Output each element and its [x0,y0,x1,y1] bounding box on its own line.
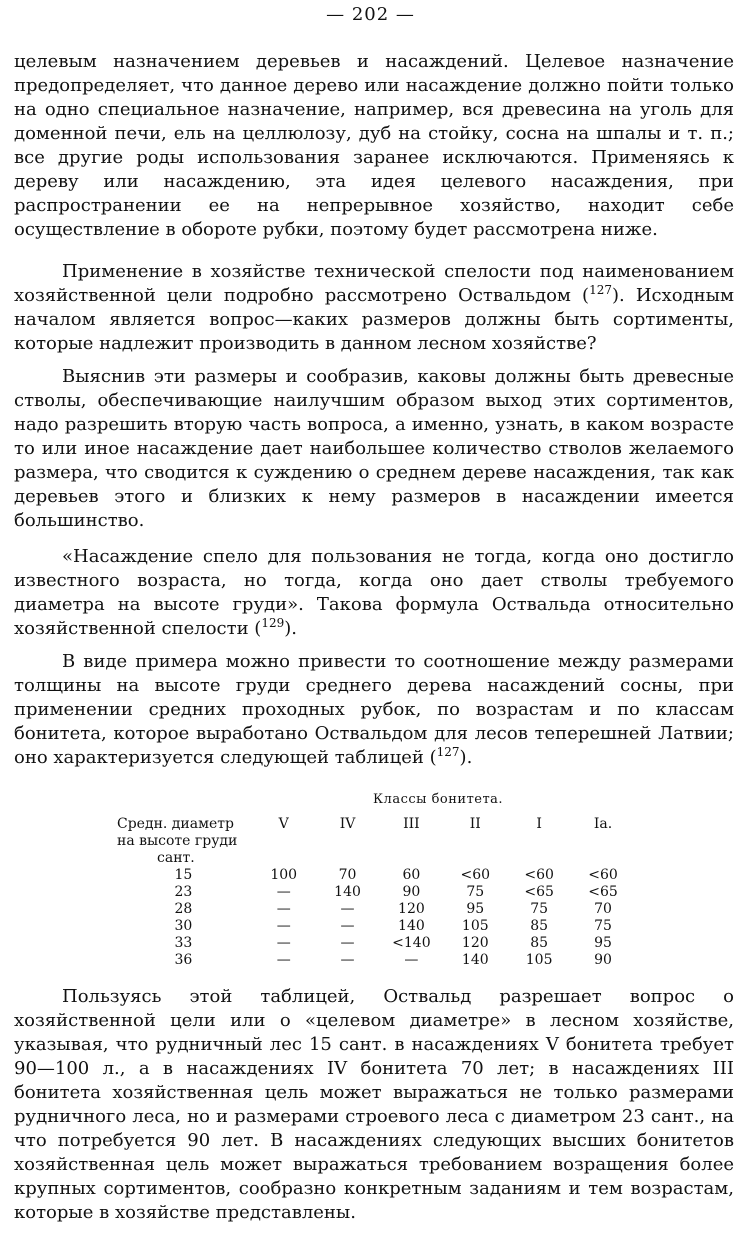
table-cell: 95 [466,901,485,917]
page-number: — 202 — [326,4,415,25]
table-cell: 140 [334,884,361,900]
column-header: II [469,816,481,832]
empty-cell [252,833,635,850]
row-label-line-1: Средн. диаметр [117,816,234,832]
table-cell: — [340,918,355,934]
table-cell: 85 [530,935,549,951]
table-caption: Классы бонитета. [373,792,504,807]
column-header: III [403,816,420,832]
table-cell: <65 [588,884,618,900]
paragraph-4-text: «Насаждение спело для пользования не тогда, когда оно достигло известного возраста, но тогда, когда оно дает стволы требуемого диаметра на высоте груди». Такова формула Оствальда относительно хозяйственной спелости ( [14,546,734,639]
table-cell: — [276,901,291,917]
table-cell: <60 [460,867,491,883]
table-cell: 70 [594,901,612,917]
column-header: IV [339,816,356,832]
table-cell: — [276,884,291,900]
table-cell: 75 [594,918,612,934]
paragraph-6: Пользуясь этой таблицей, Оствальд разрешает вопрос о хозяйственной цели или о «целевом диаметре» в лесном хозяйстве, указывая, что рудничный лес 15 сант. в насаждениях V бонитета требует 90—100 л., а в насаждениях IV бонитета 70 лет; в насаждениях III бонитета хозяйственная цель может выражаться не только размерами рудничного леса, но и размерами строевого леса с диаметром 23 сант., на что потребуется 90 лет. В насаждениях следующих высших бонитетов хозяйственная цель может выражаться требованием возращения более крупных сортиментов, сообразно конкретным заданиям и тем возрастам, которые в хозяйстве представлены. [14,986,734,1223]
table-label-row [115,833,635,850]
table-cell: 75 [466,884,485,900]
diameter-cell: 36 [174,952,193,968]
bonitet-table [115,816,635,969]
table-cell: — [276,952,291,968]
table-cell: 85 [530,918,549,934]
paragraph-1: целевым назначением деревьев и насаждений. Целевое назначение предопределяет, что данное дерево или насаждение должно пойти только на одно специальное назначение, например, вся древесина на уголь для доменной печи, ель на целлюлозу, дуб на стойку, сосна на шпалы и т. п.; все другие роды использования заранее исключаются. Применяясь к дереву или насаждению, эта идея целевого насаждения, при распространении ее на непрерывное хозяйство, находит себе осуществление в обороте рубки, поэтому будет рассмотрена ниже. [14,51,734,240]
paragraph-5-text: В виде примера можно привести то соотношение между размерами толщины на высоте груди среднего дерева насаждений сосны, при применении средних проходных рубок, по возрастам и по классам бонитета, которое выработано Оствальдом для лесов теперешней Латвии; оно характеризуется следующей таблицей ( [14,651,734,768]
table-cell: 95 [594,935,612,951]
table-row [115,935,635,952]
table-cell: <60 [524,867,554,883]
table-cell: 75 [530,901,549,917]
paragraph-5-text-end: ). [459,747,473,768]
reference-127: 127 [589,283,612,297]
paragraph-2 [14,260,734,356]
table-cell: — [276,918,291,934]
table-cell: 90 [402,884,421,900]
table-header-row [115,816,635,833]
row-label-line-3: сант. [157,850,195,866]
paragraph-5 [14,650,734,770]
table-cell: — [340,952,355,968]
column-header: V [278,816,289,832]
diameter-cell: 23 [174,884,193,900]
table-cell: 140 [398,918,425,934]
paragraph-2-text-end: ). Исходным началом является вопрос—каких размеров должны быть сортименты, которые надлежит производить в данном лесном хозяйстве? [14,285,735,354]
paragraph-3: Выяснив эти размеры и сообразив, каковы должны быть древесные стволы, обеспечивающие наилучшим образом выход этих сортиментов, надо разрешить вторую часть вопроса, а именно, узнать, в каком возрасте то или иное насаждение дает наибольшее количество стволов желаемого размера, что сводится к суждению о среднем дереве насаждения, так как деревьев этого и близких к нему размеров в насаждении имеется большинство. [14,366,734,531]
table-cell: <60 [588,867,618,883]
diameter-cell: 30 [174,918,193,934]
diameter-cell: 15 [174,867,193,883]
table-cell: 90 [594,952,612,968]
table-cell: — [276,935,291,951]
table-cell: 140 [461,952,489,968]
table-cell: 60 [402,867,421,883]
diameter-cell: 28 [174,901,193,917]
paragraph-4-text-end: ). [284,618,297,639]
column-header: Ia. [593,816,613,832]
table-cell: 120 [461,935,489,951]
table-cell: <65 [524,884,554,900]
column-header: I [536,816,542,832]
table-row [115,952,635,969]
table-row [115,884,635,901]
table-row [115,867,635,884]
table-cell: — [340,935,355,951]
table-cell: — [404,952,419,968]
table-cell: — [340,901,355,917]
table-row [115,901,635,918]
table-cell: <140 [392,935,431,951]
table-cell: 105 [461,918,489,934]
reference-127b: 127 [436,745,460,759]
table-cell: 120 [398,901,425,917]
row-label-line-2: на высоте груди [117,833,238,849]
table-cell: 70 [338,867,357,883]
table-label-row [115,850,635,867]
reference-129: 129 [261,616,285,630]
table-cell: 100 [270,867,298,883]
empty-cell [252,850,635,867]
paragraph-4 [14,545,734,641]
diameter-cell: 33 [174,935,193,951]
table-cell: 105 [525,952,553,968]
paragraph-2-text: Применение в хозяйстве технической спелости под наименованием хозяйственной цели подробно рассмотрено Оствальдом ( [14,261,734,306]
table-row [115,918,635,935]
